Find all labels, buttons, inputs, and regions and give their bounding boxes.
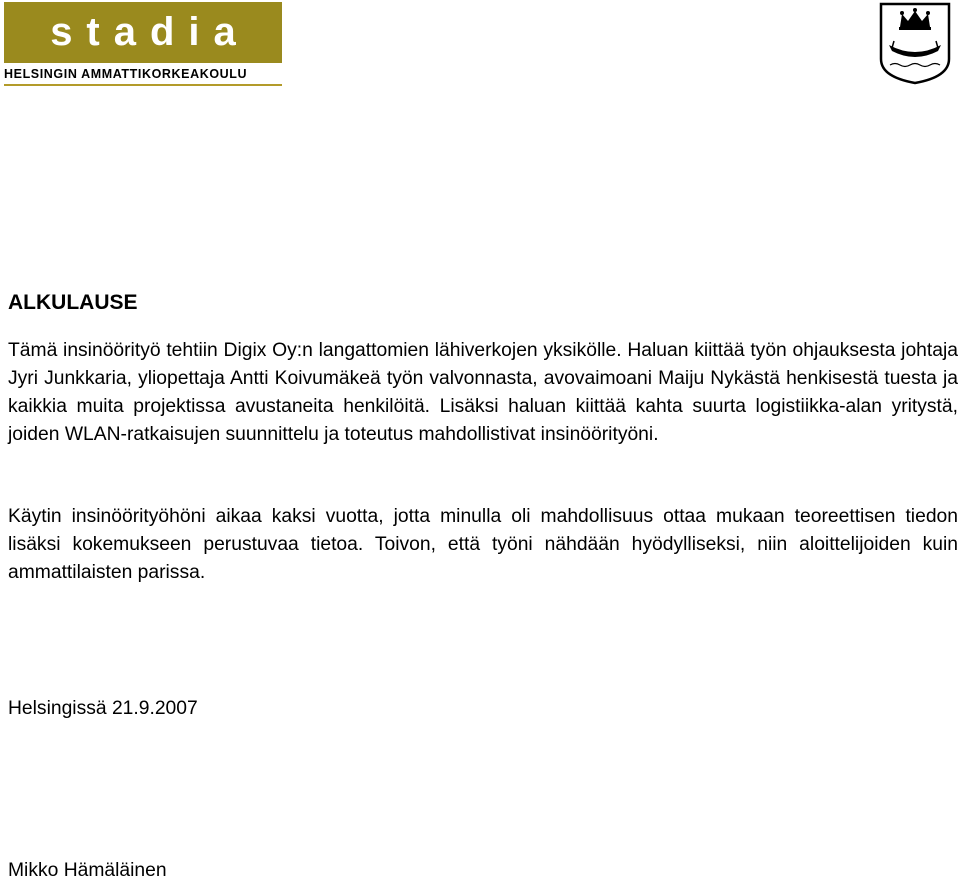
logo-rule (4, 84, 282, 86)
paragraph-acknowledgements: Tämä insinöörityö tehtiin Digix Oy:n langattomien lähiverkojen yksikölle. Haluan kiittää työn ohjauksesta johtaja Jyri Junkkaria, yliopettaja Antti Koivumäkeä työn valvonnasta, avovaimoani Maiju Nykästä henkisestä tuesta ja kaikkia muita projektissa avustaneita henkilöitä. Lisäksi haluan kiittää kahta suurta logistiikka-alan yritystä, joiden WLAN-ratkaisujen suunnittelu ja toteutus mahdollistivat insinöörityöni. (8, 340, 958, 445)
logo-wordmark-box (4, 2, 282, 63)
helsinki-coat-of-arms-icon (878, 1, 952, 85)
logo-subtitle: HELSINGIN AMMATTIKORKEAKOULU (4, 67, 248, 81)
place-and-date: Helsingissä 21.9.2007 (8, 698, 198, 719)
signer-name: Mikko Hämäläinen (8, 860, 167, 881)
paragraph-motivation: Käytin insinöörityöhöni aikaa kaksi vuotta, jotta minulla oli mahdollisuus ottaa mukaan teoreettisen tiedon lisäksi kokemukseen perustuvaa tietoa. Toivon, että työni nähdään hyödylliseksi, niin aloittelijoiden kuin ammattilaisten parissa. (8, 506, 958, 583)
logo-wordmark: stadia (50, 10, 250, 54)
section-heading: ALKULAUSE (8, 291, 138, 314)
stadia-logo (4, 2, 284, 88)
